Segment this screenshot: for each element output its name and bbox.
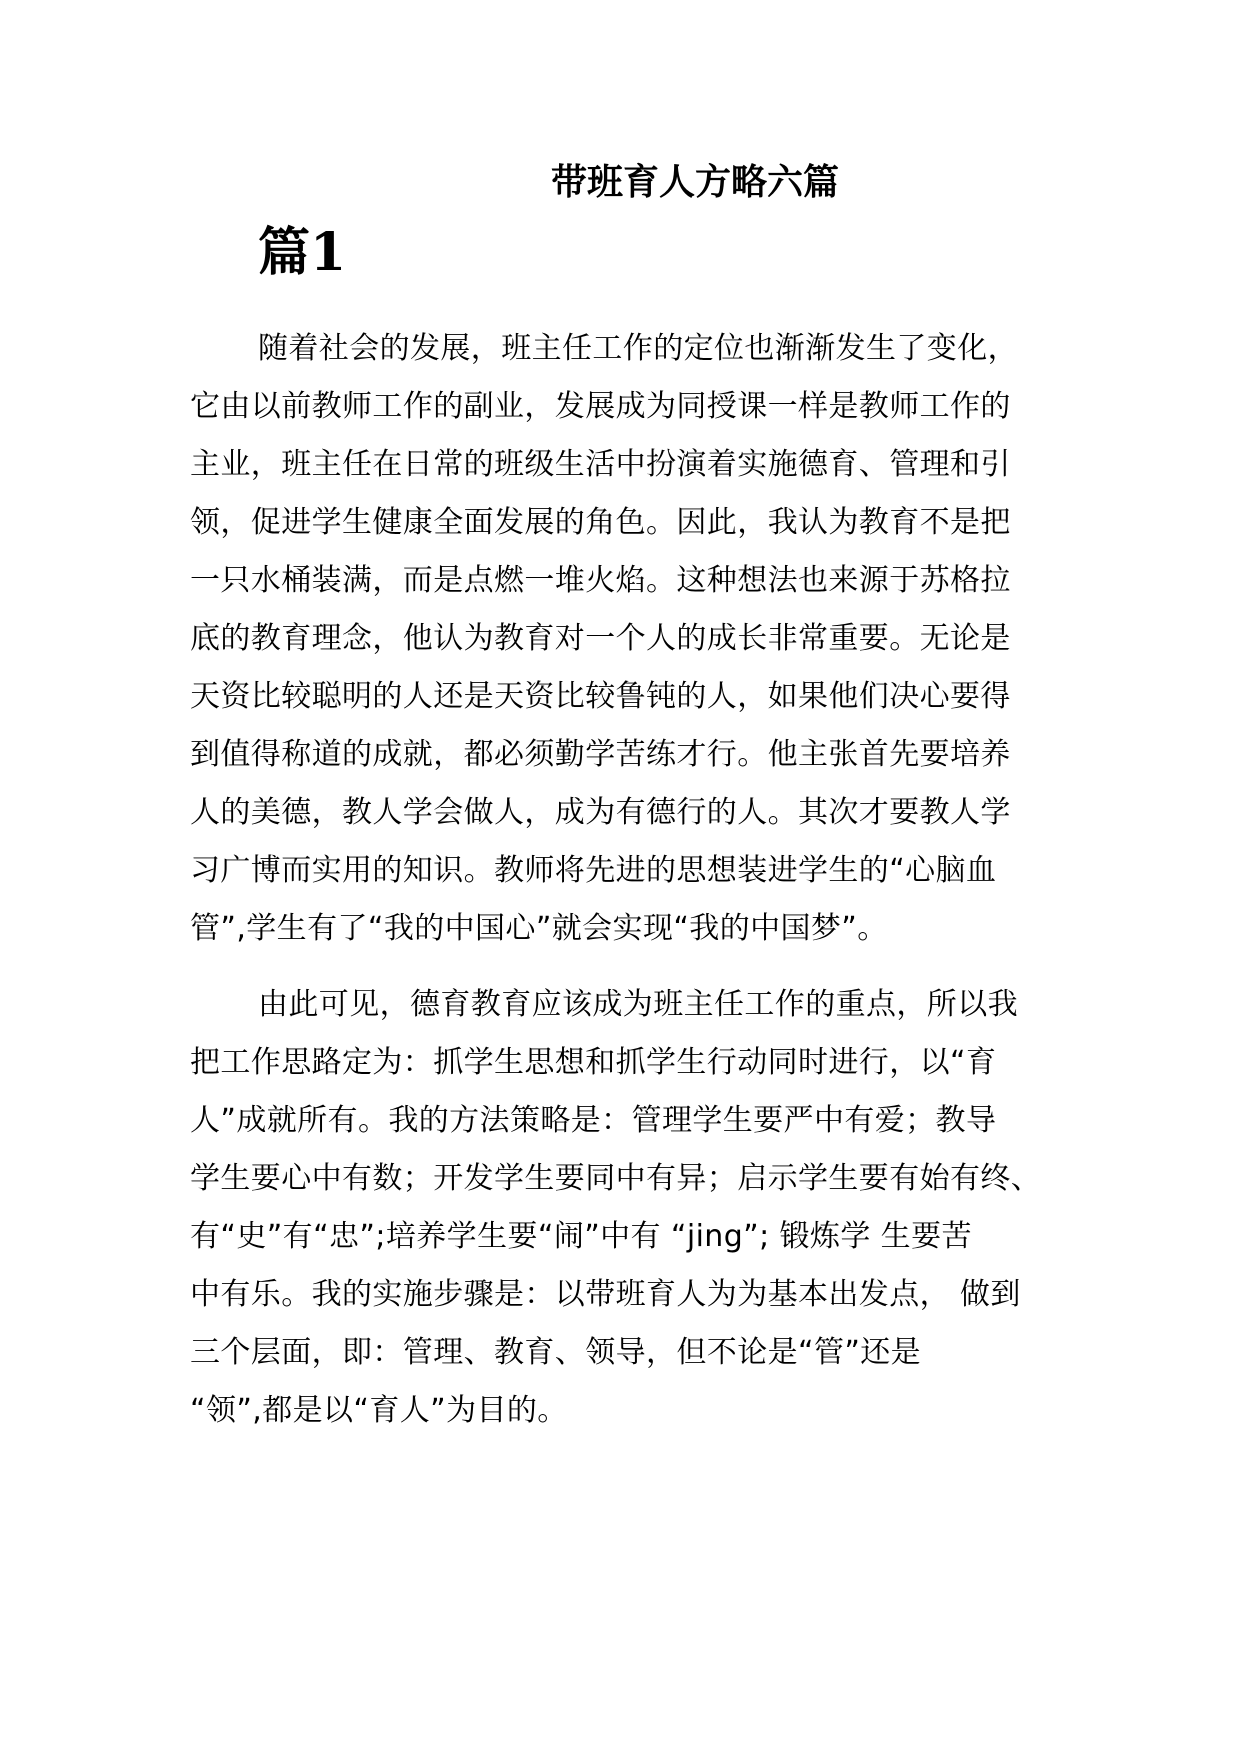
document-title: 带班育人方略六篇 bbox=[550, 161, 839, 203]
paragraph-2 bbox=[190, 976, 1060, 1440]
paragraph-1-text: 随着社会的发展，班主任工作的定位也渐渐发生了变化， 它由以前教师工作的副业，发展成为同授课一样是教师工作的 主业，班主任在日常的班级生活中扮演着实施德育、管理和引 领，促进学生健康全面发展的角色。因此，我认为教育不是把 一只水桶装满，而是点燃一堆火焰。这种想法也来源于苏格拉 底的教育理念，他认为教育对一个人的成长非常重要。无论是 天资比较聪明的人还是天资比较鲁钝的人，如果他们决心要得 到值得称道的成就，都必须勤学苦练才行。他主张首先要培养 人的美德，教人学会做人，成为有德行的人。其次才要教人学 习广博而实用的知识。教师将先进的思想装进学生的“心脑血 管”,学生有了“我的中国心”就会实现“我的中国梦”。 bbox=[190, 331, 1018, 946]
paragraph-2-text: 由此可见，德育教育应该成为班主任工作的重点，所以我 把工作思路定为：抓学生思想和抓学生行动同时进行，以“育 人”成就所有。我的方法策略是：管理学生要严中有爱；教导 学生要心中有数；开发学生要同中有异；启示学生要有始有终、 有“史”有“忠”;培养学生要“闹”中有 “jing”; 锻炼学 生要苦 中有乐。我的实施步骤是：以带班育人为为基本出发点， 做到 三个层面，即：管理、教育、领导，但不论是“管”还是 “领”,都是以“育人”为目的。 bbox=[190, 987, 1042, 1428]
paragraph-1 bbox=[190, 320, 1060, 958]
section-heading: 篇1 bbox=[258, 222, 347, 283]
